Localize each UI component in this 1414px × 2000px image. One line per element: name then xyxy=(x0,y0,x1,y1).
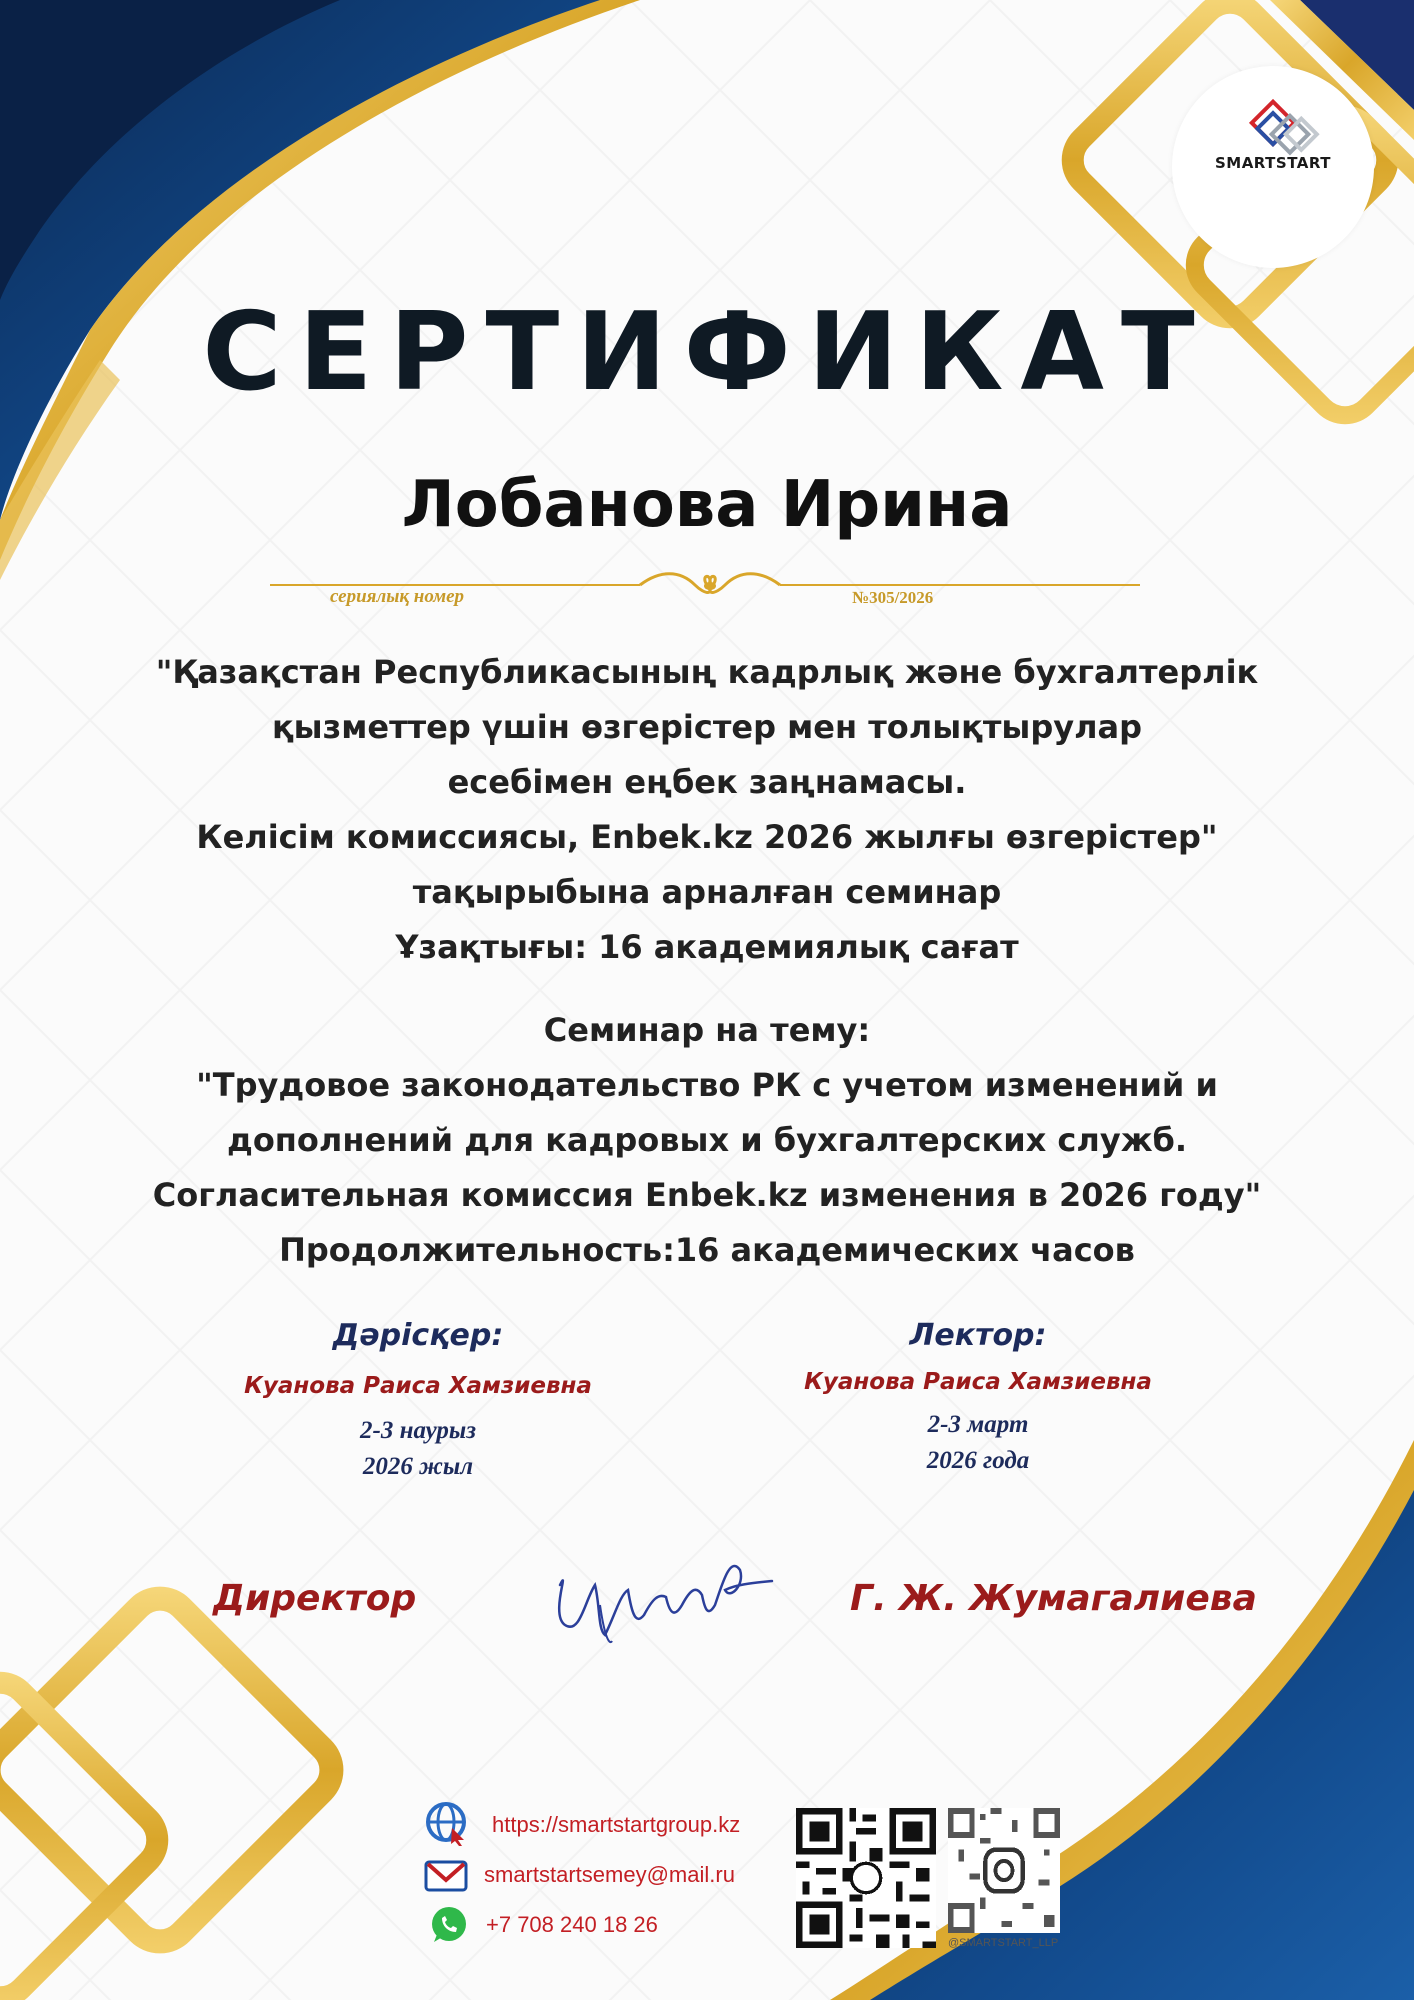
director-name: Г. Ж. Жумагалиева xyxy=(850,1578,1257,1619)
kz-line: тақырыбына арналған семинар xyxy=(412,873,1002,911)
qr-code-instagram[interactable] xyxy=(948,1808,1060,1933)
lecturer-ru xyxy=(758,1318,1198,1479)
qr-code-whatsapp[interactable] xyxy=(796,1808,936,1948)
serial-label: сериялық номер xyxy=(330,586,465,607)
ru-line: "Трудовое законодательство РК с учетом изменений и xyxy=(196,1066,1218,1104)
kz-line: "Қазақстан Республикасының кадрлық және бухгалтерлік xyxy=(155,653,1259,691)
handwritten-signature xyxy=(540,1545,780,1655)
certificate-title: СЕРТИФИКАТ xyxy=(202,290,1212,415)
kz-line: Келісім комиссиясы, Enbek.kz 2026 жылғы өзгерістер" xyxy=(196,818,1218,856)
director-role: Директор xyxy=(213,1578,417,1619)
lecturer-ru-heading: Лектор: xyxy=(909,1318,1047,1353)
lecturer-ru-year: 2026 года xyxy=(926,1447,1030,1474)
lecturer-kz-name: Куанова Раиса Хамзиевна xyxy=(244,1373,592,1399)
ru-line: Семинар на тему: xyxy=(543,1011,871,1049)
whatsapp-icon xyxy=(428,1904,470,1946)
serial-number: №305/2026 xyxy=(852,588,934,607)
kz-line: Ұзақтығы: 16 академиялық сағат xyxy=(395,928,1019,966)
instagram-handle: @SMARTSTART_LLP xyxy=(948,1937,1059,1949)
lecturer-kz-heading: Дәрісқер: xyxy=(332,1318,504,1353)
lecturer-kz-date: 2-3 наурыз xyxy=(360,1417,476,1444)
ru-line: Продолжительность:16 академических часов xyxy=(279,1231,1135,1269)
website-link[interactable]: https://smartstartgroup.kz xyxy=(492,1812,741,1837)
kz-line: есебімен еңбек заңнамасы. xyxy=(447,763,967,801)
logo-wordmark: SMARTSTART xyxy=(1214,154,1332,172)
lecturer-kz xyxy=(198,1318,638,1485)
lecturer-ru-date: 2-3 март xyxy=(927,1411,1029,1438)
kz-description xyxy=(0,645,1414,975)
lecturer-ru-name: Куанова Раиса Хамзиевна xyxy=(804,1369,1152,1395)
ru-line: Согласительная комиссия Enbek.kz изменения в 2026 году" xyxy=(152,1176,1262,1214)
lecturer-kz-year: 2026 жыл xyxy=(362,1453,474,1480)
recipient-name: Лобанова Ирина xyxy=(401,468,1013,542)
ru-line: дополнений для кадровых и бухгалтерских служб. xyxy=(226,1121,1188,1159)
email-link[interactable]: smartstartsemey@mail.ru xyxy=(484,1862,735,1887)
kz-line: қызметтер үшін өзгерістер мен толықтырулар xyxy=(271,708,1143,746)
mail-icon xyxy=(424,1858,468,1894)
ru-description xyxy=(0,1003,1414,1278)
globe-icon xyxy=(424,1800,470,1846)
phone-number[interactable]: +7 708 240 18 26 xyxy=(486,1912,658,1937)
